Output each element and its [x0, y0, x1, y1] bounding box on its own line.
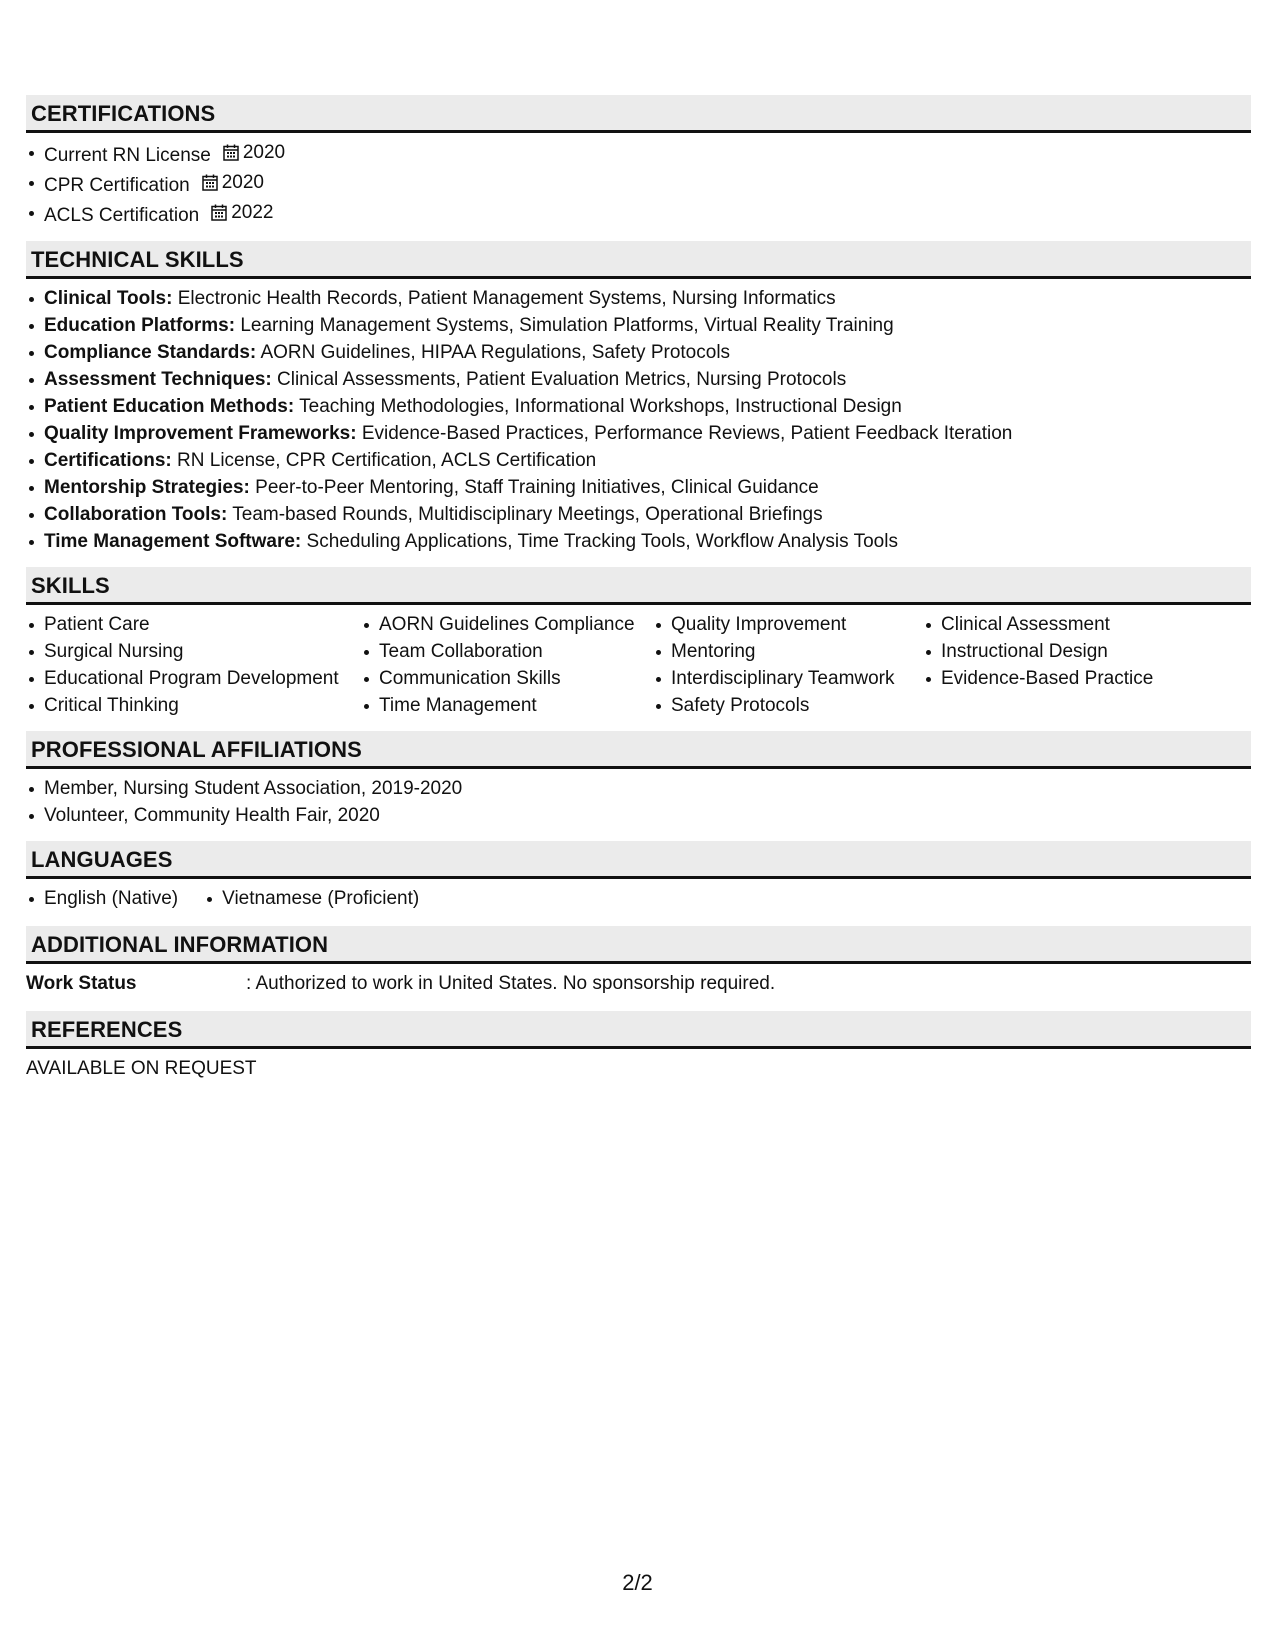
- technical-skill-label: Certifications:: [44, 450, 172, 471]
- technical-skill-label: Time Management Software:: [44, 531, 302, 552]
- technical-skill-label: Clinical Tools:: [44, 288, 173, 309]
- technical-skill-value: Team-based Rounds, Multidisciplinary Meetings, Operational Briefings: [227, 504, 823, 525]
- skills-grid: [26, 605, 1251, 731]
- certification-name: Current RN License: [44, 145, 211, 166]
- calendar-icon: [202, 174, 218, 191]
- certification-name: ACLS Certification: [44, 205, 200, 226]
- work-status-row: [26, 964, 1251, 1011]
- technical-skill-item: [26, 501, 1251, 528]
- affiliations-section: [26, 731, 1251, 841]
- skill-item: Instructional Design: [923, 638, 1223, 665]
- technical-skill-value: RN License, CPR Certification, ACLS Certification: [171, 450, 597, 471]
- technical-skill-label: Mentorship Strategies:: [44, 477, 250, 498]
- certification-date: [223, 139, 285, 166]
- technical-skill-label: Compliance Standards:: [44, 342, 257, 363]
- certification-year: 2020: [242, 142, 286, 163]
- skills-column: [26, 611, 361, 719]
- technical-skill-item: [26, 474, 1251, 501]
- certification-item: [26, 169, 1251, 199]
- skill-item: Clinical Assessment: [923, 611, 1223, 638]
- technical-skill-item: [26, 393, 1251, 420]
- technical-skill-value: Peer-to-Peer Mentoring, Staff Training Initiatives, Clinical Guidance: [249, 477, 819, 498]
- work-status-label: Work Status: [26, 973, 137, 994]
- certification-item: [26, 139, 1251, 169]
- calendar-icon: [211, 204, 227, 221]
- skills-column: [361, 611, 653, 719]
- skill-item: Quality Improvement: [653, 611, 923, 638]
- technical-skill-item: [26, 312, 1251, 339]
- section-title-skills: SKILLS: [26, 567, 1251, 605]
- section-title-references: REFERENCES: [26, 1011, 1251, 1049]
- section-title-affiliations: PROFESSIONAL AFFILIATIONS: [26, 731, 1251, 769]
- technical-skill-label: Patient Education Methods:: [44, 396, 295, 417]
- work-status-value: : Authorized to work in United States. No sponsorship required.: [246, 973, 776, 994]
- technical-skill-value: Clinical Assessments, Patient Evaluation Metrics, Nursing Protocols: [271, 369, 847, 390]
- certification-date: [202, 169, 264, 196]
- technical-skill-label: Collaboration Tools:: [44, 504, 228, 525]
- page-number: 2/2: [622, 1570, 653, 1595]
- skills-section: [26, 567, 1251, 731]
- certification-name: CPR Certification: [44, 175, 190, 196]
- technical-skill-value: Teaching Methodologies, Informational Workshops, Instructional Design: [294, 396, 902, 417]
- affiliation-item: Volunteer, Community Health Fair, 2020: [26, 802, 1251, 829]
- technical-skill-label: Education Platforms:: [44, 315, 236, 336]
- certifications-section: [26, 95, 1251, 241]
- technical-skill-item: [26, 447, 1251, 474]
- references-section: [26, 1011, 1251, 1082]
- certification-date: [211, 199, 273, 226]
- certification-year: 2020: [221, 172, 264, 193]
- skill-item: Time Management: [361, 692, 653, 719]
- language-item: English (Native): [26, 885, 178, 912]
- certifications-list: [26, 133, 1251, 241]
- section-title-additional-info: ADDITIONAL INFORMATION: [26, 926, 1251, 964]
- skill-item: Mentoring: [653, 638, 923, 665]
- additional-info-section: [26, 926, 1251, 1011]
- technical-skill-value: Evidence-Based Practices, Performance Reviews, Patient Feedback Iteration: [356, 423, 1013, 444]
- languages-list: [26, 879, 1251, 926]
- technical-skill-value: Scheduling Applications, Time Tracking Tools, Workflow Analysis Tools: [301, 531, 898, 552]
- skill-item: Educational Program Development: [26, 665, 361, 692]
- section-title-technical-skills: TECHNICAL SKILLS: [26, 241, 1251, 279]
- technical-skill-item: [26, 339, 1251, 366]
- language-item: Vietnamese (Proficient): [204, 885, 419, 912]
- languages-section: [26, 841, 1251, 926]
- skill-item: Patient Care: [26, 611, 361, 638]
- skill-item: Critical Thinking: [26, 692, 361, 719]
- skill-item: Safety Protocols: [653, 692, 923, 719]
- affiliations-list: [26, 769, 1251, 841]
- technical-skill-label: Assessment Techniques:: [44, 369, 272, 390]
- technical-skills-list: [26, 279, 1251, 567]
- skill-item: Surgical Nursing: [26, 638, 361, 665]
- skill-item: Team Collaboration: [361, 638, 653, 665]
- skills-column: [653, 611, 923, 719]
- skill-item: Communication Skills: [361, 665, 653, 692]
- technical-skill-value: Electronic Health Records, Patient Management Systems, Nursing Informatics: [172, 288, 836, 309]
- references-text: AVAILABLE ON REQUEST: [26, 1058, 257, 1079]
- technical-skill-item: [26, 528, 1251, 555]
- skills-column: [923, 611, 1223, 719]
- certification-year: 2022: [231, 202, 274, 223]
- calendar-icon: [223, 144, 239, 161]
- skill-item: Evidence-Based Practice: [923, 665, 1223, 692]
- skill-item: AORN Guidelines Compliance: [361, 611, 653, 638]
- skill-item: Interdisciplinary Teamwork: [653, 665, 923, 692]
- technical-skill-item: [26, 285, 1251, 312]
- certification-item: [26, 199, 1251, 229]
- section-title-languages: LANGUAGES: [26, 841, 1251, 879]
- technical-skill-item: [26, 366, 1251, 393]
- section-title-certifications: CERTIFICATIONS: [26, 95, 1251, 133]
- technical-skills-section: [26, 241, 1251, 567]
- technical-skill-value: AORN Guidelines, HIPAA Regulations, Safety Protocols: [256, 342, 731, 363]
- affiliation-item: Member, Nursing Student Association, 2019-2020: [26, 775, 1251, 802]
- technical-skill-item: [26, 420, 1251, 447]
- technical-skill-label: Quality Improvement Frameworks:: [44, 423, 357, 444]
- technical-skill-value: Learning Management Systems, Simulation Platforms, Virtual Reality Training: [235, 315, 894, 336]
- resume-page: [26, 95, 1251, 1082]
